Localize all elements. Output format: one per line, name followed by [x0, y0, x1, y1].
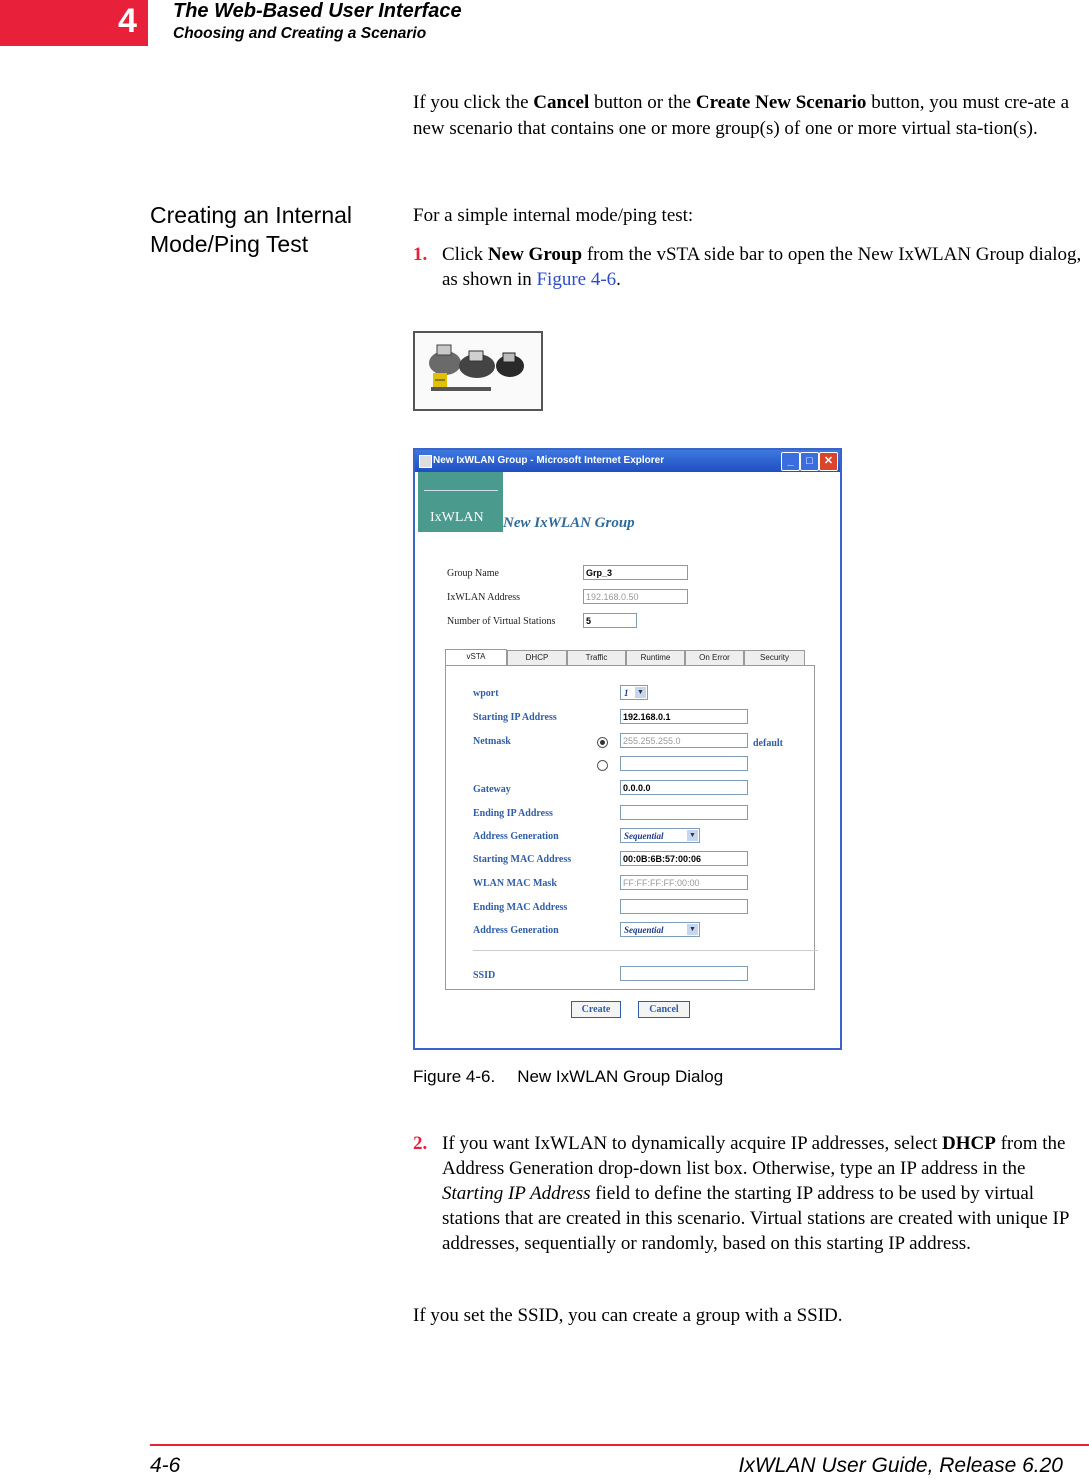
figure-caption: Figure 4-6. New IxWLAN Group Dialog: [413, 1067, 724, 1086]
close-icon[interactable]: ✕: [819, 452, 838, 471]
address-generation-select[interactable]: Sequential ▼: [620, 828, 700, 843]
tab-security[interactable]: Security: [744, 650, 805, 665]
ending-ip-input[interactable]: [620, 805, 748, 820]
netmask-custom-radio[interactable]: [597, 760, 608, 771]
step-1: 1. Click New Group from the vSTA side bar to open the New IxWLAN Group dialog, as shown in Figure 4-6.: [413, 244, 1082, 290]
gateway-label: Gateway: [473, 784, 511, 795]
ssid-input[interactable]: [620, 966, 748, 981]
maximize-icon[interactable]: □: [800, 452, 819, 471]
intro-paragraph: If you click the Cancel button or the Create New Scenario button, you must cre-ate a new scenario that contains one or more group(s) of one or more virtual sta-tion(s).: [413, 92, 1070, 139]
ending-mac-input[interactable]: [620, 899, 748, 914]
new-group-icon-image: [413, 331, 543, 411]
ixwlan-address-input[interactable]: 192.168.0.50: [583, 589, 688, 604]
wport-select[interactable]: 1 ▼: [620, 685, 648, 700]
ixwlan-logo: IxWLAN: [418, 472, 503, 532]
window-title: New IxWLAN Group - Microsoft Internet Explorer: [433, 455, 665, 466]
tab-traffic[interactable]: Traffic: [567, 650, 626, 665]
dialog-titlebar: [415, 450, 840, 472]
minimize-icon[interactable]: _: [781, 452, 800, 471]
tab-vsta[interactable]: vSTA: [445, 649, 507, 666]
stations-icon: [415, 333, 541, 409]
dialog-heading: New IxWLAN Group: [503, 515, 635, 531]
running-header-subtitle: Choosing and Creating a Scenario: [173, 25, 427, 42]
ending-mac-label: Ending MAC Address: [473, 902, 568, 913]
new-ixwlan-group-dialog: [413, 448, 842, 1050]
ending-ip-label: Ending IP Address: [473, 808, 553, 819]
section-lead: For a simple internal mode/ping test:: [413, 205, 694, 226]
group-name-label: Group Name: [447, 568, 499, 579]
group-name-input[interactable]: Grp_3: [583, 565, 688, 580]
starting-mac-label: Starting MAC Address: [473, 854, 572, 865]
tab-on-error[interactable]: On Error: [685, 650, 744, 665]
section-heading: Creating an Internal Mode/Ping Test: [150, 202, 353, 257]
chapter-number: 4: [118, 2, 137, 40]
running-header-title: The Web-Based User Interface: [173, 0, 462, 22]
ie-icon: [419, 455, 432, 468]
tab-runtime[interactable]: Runtime: [626, 650, 685, 665]
closing-paragraph: If you set the SSID, you can create a group with a SSID.: [413, 1305, 843, 1326]
num-stations-label: Number of Virtual Stations: [447, 616, 556, 627]
create-button[interactable]: Create: [571, 1001, 621, 1018]
cancel-button[interactable]: Cancel: [638, 1001, 690, 1018]
address-generation-label: Address Generation: [473, 831, 559, 842]
num-stations-input[interactable]: 5: [583, 613, 637, 628]
gateway-input[interactable]: 0.0.0.0: [620, 780, 748, 795]
address-generation-2-select[interactable]: Sequential ▼: [620, 922, 700, 937]
document-title: IxWLAN User Guide, Release 6.20: [738, 1454, 1063, 1477]
chevron-down-icon: ▼: [687, 830, 698, 841]
chevron-down-icon: ▼: [687, 924, 698, 935]
divider: [473, 950, 818, 951]
footer-rule: [150, 1444, 1089, 1446]
mac-mask-label: WLAN MAC Mask: [473, 878, 557, 889]
ixwlan-address-label: IxWLAN Address: [447, 592, 521, 603]
page-number: 4-6: [150, 1454, 181, 1477]
netmask-default-radio[interactable]: [597, 737, 608, 748]
netmask-default-label: default: [753, 738, 783, 749]
ssid-label: SSID: [473, 970, 496, 981]
wport-label: wport: [473, 688, 499, 699]
netmask-custom-input[interactable]: [620, 756, 748, 771]
tab-dhcp[interactable]: DHCP: [507, 650, 567, 665]
step-2: 2. If you want IxWLAN to dynamically acquire IP addresses, select DHCP from the Address Generation drop-down list box. Otherwise, type an IP address in the Starting IP Address field to define the starting IP address to be used by virtual stations that are created in this scenario. Virtual stations are created with unique IP addresses, sequentially or randomly, based on this starting IP address.: [413, 1133, 1069, 1254]
mac-mask-input[interactable]: FF:FF:FF:FF:00:00: [620, 875, 748, 890]
address-generation-2-label: Address Generation: [473, 925, 559, 936]
starting-mac-input[interactable]: 00:0B:6B:57:00:06: [620, 851, 748, 866]
figure-link[interactable]: Figure 4-6: [536, 269, 617, 290]
starting-ip-label: Starting IP Address: [473, 712, 557, 723]
chevron-down-icon: ▼: [635, 687, 646, 698]
netmask-label: Netmask: [473, 736, 511, 747]
starting-ip-input[interactable]: 192.168.0.1: [620, 709, 748, 724]
netmask-input[interactable]: 255.255.255.0: [620, 733, 748, 748]
